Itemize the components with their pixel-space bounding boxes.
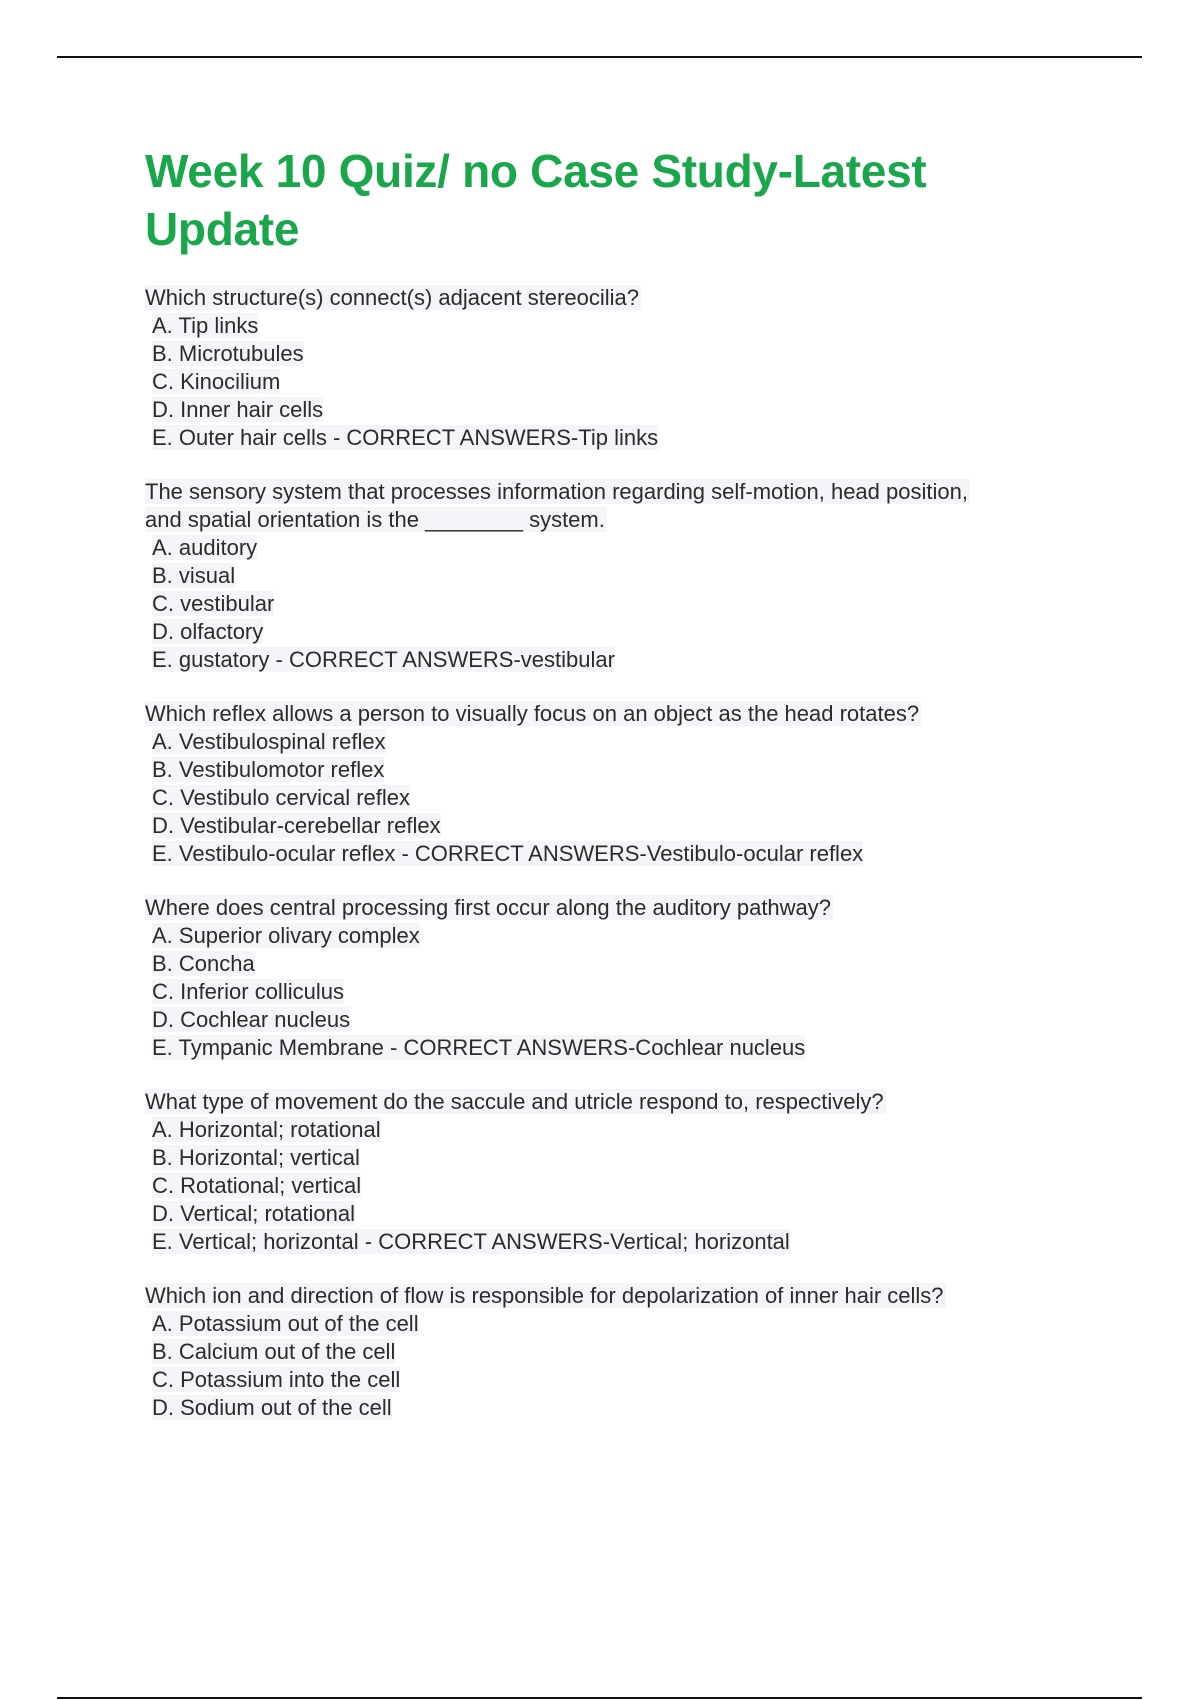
question-stem-text: What type of movement do the saccule and utricle respond to, respectively? <box>145 1089 884 1114</box>
answer-option-text: B. Concha <box>152 951 255 976</box>
answer-option-text: C. Inferior colliculus <box>152 979 344 1004</box>
answer-option-text: C. Potassium into the cell <box>152 1367 401 1392</box>
answer-option <box>145 1338 1075 1366</box>
question-block <box>145 894 1075 1062</box>
answer-option-text: D. Vestibular-cerebellar reflex <box>152 813 441 838</box>
question-stem-text: Which structure(s) connect(s) adjacent stereocilia? <box>145 285 639 310</box>
answer-option-text: A. Horizontal; rotational <box>152 1117 381 1142</box>
answer-option-text: A. Tip links <box>152 313 259 338</box>
question-stem <box>145 894 1075 922</box>
answer-option <box>145 1006 1075 1034</box>
answer-option <box>145 534 1075 562</box>
answer-option <box>145 922 1075 950</box>
footer-rule <box>57 1697 1142 1699</box>
answer-option <box>145 728 1075 756</box>
answer-option <box>145 950 1075 978</box>
answer-option <box>145 784 1075 812</box>
answer-option-text: D. Sodium out of the cell <box>152 1395 392 1420</box>
answer-option-text: B. Calcium out of the cell <box>152 1339 396 1364</box>
question-stem <box>145 1282 1075 1310</box>
question-stem <box>145 700 1075 728</box>
answer-option-text: C. Rotational; vertical <box>152 1173 362 1198</box>
answer-option <box>145 756 1075 784</box>
question-stem-text: Which reflex allows a person to visually focus on an object as the head rotates? <box>145 701 920 726</box>
answer-option <box>145 312 1075 340</box>
question-block <box>145 1282 1075 1422</box>
answer-option <box>145 396 1075 424</box>
answer-option-text: B. Microtubules <box>152 341 304 366</box>
question-block <box>145 700 1075 868</box>
answer-option <box>145 812 1075 840</box>
answer-option <box>145 978 1075 1006</box>
answer-option <box>145 1228 1075 1256</box>
answer-option <box>145 424 1075 452</box>
question-list <box>145 284 1075 1448</box>
question-stem-text: and spatial orientation is the ________ system. <box>145 507 605 532</box>
answer-option-text: B. visual <box>152 563 236 588</box>
answer-option <box>145 1172 1075 1200</box>
answer-option <box>145 1034 1075 1062</box>
answer-option-text: B. Vestibulomotor reflex <box>152 757 385 782</box>
page-title: Week 10 Quiz/ no Case Study-Latest Update <box>145 145 927 255</box>
question-stem <box>145 478 1075 506</box>
answer-option <box>145 618 1075 646</box>
answer-option-text: E. Vertical; horizontal - CORRECT ANSWERS-Vertical; horizontal <box>152 1229 790 1254</box>
answer-option <box>145 1144 1075 1172</box>
answer-option-text: C. Kinocilium <box>152 369 281 394</box>
answer-option <box>145 1366 1075 1394</box>
answer-option <box>145 590 1075 618</box>
answer-option <box>145 562 1075 590</box>
question-block <box>145 478 1075 674</box>
answer-option-text: C. Vestibulo cervical reflex <box>152 785 410 810</box>
answer-option-text: A. Potassium out of the cell <box>152 1311 419 1336</box>
question-stem-text: Where does central processing first occur along the auditory pathway? <box>145 895 832 920</box>
answer-option <box>145 1200 1075 1228</box>
answer-option <box>145 646 1075 674</box>
answer-option-text: A. Superior olivary complex <box>152 923 420 948</box>
answer-option-text: D. Cochlear nucleus <box>152 1007 351 1032</box>
question-stem <box>145 1088 1075 1116</box>
answer-option-text: D. Vertical; rotational <box>152 1201 355 1226</box>
answer-option <box>145 368 1075 396</box>
answer-option-text: B. Horizontal; vertical <box>152 1145 360 1170</box>
header-rule <box>57 56 1142 58</box>
answer-option <box>145 340 1075 368</box>
question-stem-text: Which ion and direction of flow is responsible for depolarization of inner hair cells? <box>145 1283 944 1308</box>
question-stem-text: The sensory system that processes information regarding self-motion, head position, <box>145 479 968 504</box>
answer-option-text: E. Tympanic Membrane - CORRECT ANSWERS-Cochlear nucleus <box>152 1035 806 1060</box>
answer-option-text: E. gustatory - CORRECT ANSWERS-vestibular <box>152 647 615 672</box>
question-block <box>145 284 1075 452</box>
answer-option-text: E. Vestibulo-ocular reflex - CORRECT ANSWERS-Vestibulo-ocular reflex <box>152 841 864 866</box>
question-stem <box>145 284 1075 312</box>
answer-option <box>145 1394 1075 1422</box>
question-block <box>145 1088 1075 1256</box>
answer-option-text: C. vestibular <box>152 591 275 616</box>
answer-option <box>145 840 1075 868</box>
answer-option-text: A. Vestibulospinal reflex <box>152 729 386 754</box>
answer-option-text: D. Inner hair cells <box>152 397 324 422</box>
answer-option-text: E. Outer hair cells - CORRECT ANSWERS-Tip links <box>152 425 659 450</box>
answer-option <box>145 1116 1075 1144</box>
answer-option-text: A. auditory <box>152 535 258 560</box>
question-stem <box>145 506 1075 534</box>
answer-option <box>145 1310 1075 1338</box>
answer-option-text: D. olfactory <box>152 619 264 644</box>
